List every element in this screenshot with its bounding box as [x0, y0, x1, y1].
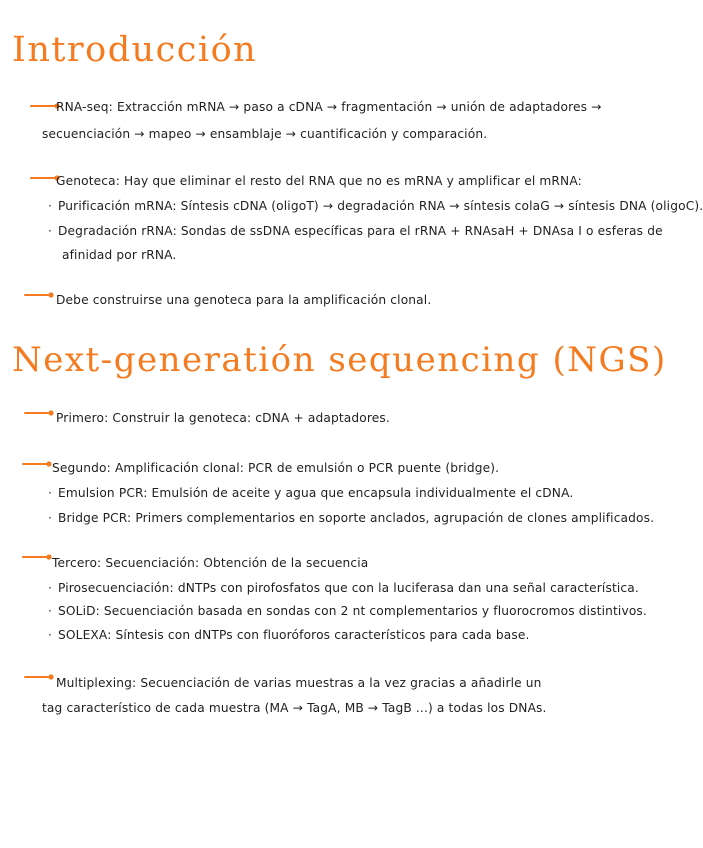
- degradacion-rrna-continuation: afinidad por rRNA.: [62, 248, 177, 262]
- multiplexing-line-1: Multiplexing: Secuenciación de varias muestras a la vez gracias a añadirle un: [56, 676, 542, 690]
- degradacion-rrna-text: Degradación rRNA: Sondas de ssDNA específicas para el rRNA + RNAsaH + DNAsa I o esferas de: [58, 224, 663, 238]
- emulsion-pcr-item: [48, 485, 573, 501]
- solid-text: SOLiD: Secuenciación basada en sondas con 2 nt complementarios y fluorocromos distintivos.: [58, 604, 647, 618]
- purificacion-mrna-text: Purificación mRNA: Síntesis cDNA (oligoT) → degradación RNA → síntesis colaG → síntesis DNA (oligoC).: [58, 199, 703, 213]
- sub-bullet-dot-icon: ·: [48, 511, 53, 525]
- solexa-item: [48, 627, 530, 643]
- sub-bullet-dot-icon: ·: [48, 486, 53, 500]
- sub-bullet-dot-icon: ·: [48, 581, 53, 595]
- rna-seq-line-1: RNA-seq: Extracción mRNA → paso a cDNA → fragmentación → unión de adaptadores →: [56, 100, 602, 114]
- sub-bullet-dot-icon: ·: [48, 224, 53, 238]
- arrow-bullet-icon: [24, 408, 56, 418]
- arrow-bullet-icon: [22, 552, 54, 562]
- genoteca-line: Genoteca: Hay que eliminar el resto del RNA que no es mRNA y amplificar el mRNA:: [56, 174, 582, 188]
- sub-bullet-dot-icon: ·: [48, 628, 53, 642]
- pirosecuenciacion-text: Pirosecuenciación: dNTPs con pirofosfatos que con la luciferasa dan una señal característica.: [58, 581, 639, 595]
- rna-seq-line-2: secuenciación → mapeo → ensamblaje → cuantificación y comparación.: [42, 127, 488, 141]
- multiplexing-line-2: tag característico de cada muestra (MA → TagA, MB → TagB ...) a todas los DNAs.: [42, 701, 547, 715]
- pirosecuenciacion-item: [48, 580, 639, 596]
- bridge-pcr-item: [48, 510, 654, 526]
- section-title-introduccion: Introducción: [12, 30, 258, 70]
- emulsion-pcr-text: Emulsion PCR: Emulsión de aceite y agua que encapsula individualmente el cDNA.: [58, 486, 574, 500]
- tercero-line: Tercero: Secuenciación: Obtención de la secuencia: [52, 556, 369, 570]
- arrow-bullet-icon: [24, 672, 56, 682]
- arrow-bullet-icon: [24, 290, 56, 300]
- purificacion-mrna-item: [48, 198, 703, 214]
- sub-bullet-dot-icon: ·: [48, 604, 53, 618]
- degradacion-rrna-item: [48, 223, 663, 239]
- section-title-ngs: Next-generatión sequencing (NGS): [12, 340, 667, 380]
- arrow-bullet-icon: [22, 459, 54, 469]
- sub-bullet-dot-icon: ·: [48, 199, 53, 213]
- solexa-text: SOLEXA: Síntesis con dNTPs con fluoróforos característicos para cada base.: [58, 628, 530, 642]
- solid-item: [48, 603, 647, 619]
- primero-line: Primero: Construir la genoteca: cDNA + adaptadores.: [56, 411, 390, 425]
- bridge-pcr-text: Bridge PCR: Primers complementarios en soporte anclados, agrupación de clones amplificados.: [58, 511, 655, 525]
- segundo-line: Segundo: Amplificación clonal: PCR de emulsión o PCR puente (bridge).: [52, 461, 500, 475]
- genoteca-clonal-line: Debe construirse una genoteca para la amplificación clonal.: [56, 293, 432, 307]
